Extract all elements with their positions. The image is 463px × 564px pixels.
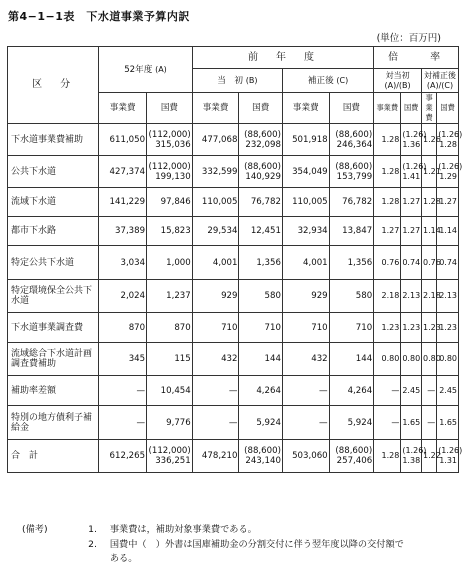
- b-national-cell: [239, 376, 282, 406]
- r2-project-cell: 1.28: [421, 188, 436, 217]
- c-national-cell: [329, 246, 374, 280]
- b-national-cell: [239, 217, 282, 246]
- r2-national-value: 0.74: [439, 257, 457, 267]
- a-project-cell: 3,034: [99, 246, 147, 280]
- header-vs-initial-frac: (A)/(B): [384, 80, 411, 90]
- note-line-1: [22, 521, 257, 535]
- b-project-cell: 29,534: [192, 217, 239, 246]
- a-national-cell: [147, 376, 193, 406]
- r1-project-cell: 0.80: [374, 343, 401, 376]
- b-national-value: 710: [264, 322, 281, 333]
- header-a-national: 国費: [147, 93, 193, 124]
- a-national-cell: [147, 406, 193, 440]
- r2-national-value: 2.13: [439, 291, 457, 300]
- r1-national-deferred: (1.26): [402, 161, 427, 171]
- header-b-project: 事業費: [192, 93, 239, 124]
- r2-project-cell: 1.22: [421, 440, 436, 473]
- row-label: 特定公共下水道: [8, 246, 99, 280]
- b-national-value: 5,924: [256, 417, 281, 428]
- r1-project-cell: 1.28: [374, 188, 401, 217]
- b-national-value: 580: [264, 291, 281, 301]
- c-project-cell: 32,934: [282, 217, 329, 246]
- r1-project-cell: 1.28: [374, 124, 401, 156]
- header-prev-year: 前 年 度: [192, 47, 373, 69]
- a-project-cell: 2,024: [99, 280, 147, 313]
- c-national-value: 4,264: [347, 385, 373, 396]
- r1-national-deferred: (1.26): [402, 129, 427, 139]
- b-project-cell: —: [192, 376, 239, 406]
- b-national-value: 232,098: [245, 139, 281, 150]
- b-project-cell: —: [192, 406, 239, 440]
- c-national-value: 257,406: [336, 456, 373, 466]
- r2-project-cell: 2.18: [421, 280, 436, 313]
- c-national-cell: [329, 376, 374, 406]
- b-national-cell: [239, 280, 282, 313]
- c-national-value: 1,356: [347, 257, 373, 268]
- r2-national-deferred: (1.26): [438, 129, 463, 139]
- a-national-value: 1,000: [166, 257, 191, 268]
- header-r2-national: 国費: [437, 93, 459, 124]
- header-vs-initial-label: 対当初: [385, 70, 410, 80]
- a-national-cell: [147, 343, 193, 376]
- r2-national-cell: [437, 406, 459, 440]
- header-ratio: 倍 率: [374, 47, 459, 69]
- a-project-cell: 612,265: [99, 440, 147, 473]
- c-national-cell: [329, 440, 374, 473]
- a-national-deferred: (112,000): [148, 129, 191, 140]
- a-project-cell: 611,050: [99, 124, 147, 156]
- b-national-value: 1,356: [256, 257, 281, 268]
- b-national-cell: [239, 406, 282, 440]
- row-label: 特別の地方債利子補給金: [8, 406, 99, 440]
- r2-national-cell: [437, 343, 459, 376]
- c-national-deferred: (88,600): [335, 446, 373, 456]
- note-number-2: 2.: [88, 539, 97, 550]
- c-national-cell: [329, 313, 374, 343]
- budget-table: [7, 46, 463, 473]
- notes-label: (備考): [22, 524, 48, 535]
- a-national-deferred: (112,000): [148, 446, 191, 456]
- note-text-2: 国費中（ ）外書は国庫補助金の分割交付に伴う翌年度以降の交付額で: [109, 539, 404, 550]
- c-national-deferred: (88,600): [335, 129, 373, 140]
- header-vs-revised: [421, 69, 458, 93]
- row-label: 流域総合下水道計画調査費補助: [8, 343, 99, 376]
- r1-project-cell: 1.28: [374, 156, 401, 188]
- r2-project-cell: 1.21: [421, 156, 436, 188]
- header-vs-revised-frac: (A)/(C): [426, 80, 454, 90]
- r1-national-cell: [401, 376, 422, 406]
- table-row: [8, 406, 459, 440]
- c-national-cell: [329, 188, 374, 217]
- a-national-value: 115: [174, 354, 191, 364]
- r1-project-cell: 1.27: [374, 217, 401, 246]
- r1-project-cell: 2.18: [374, 280, 401, 313]
- c-project-cell: —: [282, 406, 329, 440]
- b-project-cell: 432: [192, 343, 239, 376]
- c-project-cell: 503,060: [282, 440, 329, 473]
- header-revised-mark: (C): [336, 75, 349, 85]
- table-row: [8, 440, 459, 473]
- r2-national-cell: [437, 440, 463, 473]
- r2-national-cell: [437, 217, 459, 246]
- r2-national-value: 1.27: [439, 197, 457, 206]
- r1-national-deferred: (1.26): [402, 446, 427, 455]
- r1-national-cell: [401, 246, 422, 280]
- row-label: 公共下水道: [8, 156, 99, 188]
- r1-project-cell: 1.23: [374, 313, 401, 343]
- header-r2-project: 事業費: [421, 93, 436, 124]
- b-national-value: 140,929: [245, 171, 281, 182]
- row-label: 下水道事業費補助: [8, 124, 99, 156]
- b-national-cell: [239, 124, 282, 156]
- r1-national-value: 1.65: [402, 417, 421, 427]
- r1-project-cell: —: [374, 406, 401, 440]
- header-initial-label: 当 初: [217, 75, 243, 86]
- r1-national-value: 1.27: [402, 226, 421, 235]
- r1-project-cell: 0.76: [374, 246, 401, 280]
- c-project-cell: 710: [282, 313, 329, 343]
- a-national-cell: [147, 313, 193, 343]
- r2-project-cell: 0.76: [421, 246, 436, 280]
- r2-national-cell: [437, 188, 459, 217]
- header-initial: [192, 69, 282, 93]
- b-national-cell: [239, 246, 282, 280]
- r2-national-cell: [437, 156, 463, 188]
- b-national-cell: [239, 313, 282, 343]
- r1-national-value: 2.45: [402, 385, 421, 395]
- header-fy52-mark: (A): [155, 64, 167, 74]
- r2-national-value: 1.29: [439, 171, 457, 181]
- c-national-value: 710: [355, 322, 373, 333]
- b-project-cell: 110,005: [192, 188, 239, 217]
- r2-project-cell: 1.26: [421, 124, 436, 156]
- a-national-value: 315,036: [155, 139, 191, 150]
- r2-national-value: 0.80: [439, 354, 457, 363]
- c-national-value: 5,924: [347, 417, 373, 428]
- header-c-national: 国費: [329, 93, 374, 124]
- a-national-value: 870: [174, 322, 191, 333]
- a-national-value: 1,237: [166, 291, 191, 301]
- r1-project-cell: 1.28: [374, 440, 401, 473]
- r1-national-value: 0.74: [402, 257, 421, 267]
- r1-national-cell: [401, 217, 422, 246]
- b-national-deferred: (88,600): [244, 129, 281, 140]
- b-project-cell: 477,068: [192, 124, 239, 156]
- table-row: [8, 246, 459, 280]
- c-national-value: 246,364: [336, 139, 373, 150]
- c-project-cell: 110,005: [282, 188, 329, 217]
- r2-national-cell: [437, 280, 459, 313]
- r2-national-deferred: (1.26): [438, 161, 463, 171]
- b-national-value: 76,782: [250, 197, 281, 207]
- note-line-2: [22, 536, 404, 550]
- table-row: [8, 313, 459, 343]
- a-national-cell: [147, 440, 193, 473]
- a-national-value: 199,130: [155, 171, 191, 182]
- r2-national-value: 2.45: [439, 385, 457, 395]
- a-national-value: 10,454: [160, 385, 191, 396]
- budget-table-body: [8, 124, 463, 473]
- header-revised-label: 補正後: [307, 75, 334, 86]
- r1-national-cell: [401, 343, 422, 376]
- header-initial-mark: (B): [245, 75, 258, 85]
- table-row: [8, 188, 459, 217]
- b-project-cell: 4,001: [192, 246, 239, 280]
- r1-project-cell: —: [374, 376, 401, 406]
- r2-national-deferred: (1.26): [438, 446, 463, 455]
- r2-project-cell: —: [421, 376, 436, 406]
- c-project-cell: —: [282, 376, 329, 406]
- c-national-deferred: (88,600): [335, 161, 373, 172]
- a-project-cell: —: [99, 406, 147, 440]
- r2-national-cell: [437, 376, 459, 406]
- r1-national-value: 1.27: [402, 197, 421, 206]
- b-national-cell: [239, 343, 282, 376]
- r1-national-value: 2.13: [402, 291, 421, 300]
- a-national-cell: [147, 124, 193, 156]
- c-national-value: 13,847: [342, 226, 373, 236]
- c-national-cell: [329, 343, 374, 376]
- unit-label: (単位：百万円): [376, 33, 441, 44]
- table-row: [8, 217, 459, 246]
- c-national-cell: [329, 124, 374, 156]
- c-national-value: 76,782: [342, 197, 373, 207]
- r2-national-value: 1.28: [439, 139, 457, 149]
- r2-project-cell: 1.14: [421, 217, 436, 246]
- a-project-cell: —: [99, 376, 147, 406]
- r1-national-cell: [401, 440, 427, 473]
- c-project-cell: 501,918: [282, 124, 329, 156]
- r1-national-cell: [401, 406, 422, 440]
- a-national-cell: [147, 217, 193, 246]
- table-row: [8, 280, 459, 313]
- a-national-cell: [147, 246, 193, 280]
- table-row: [8, 343, 459, 376]
- c-national-cell: [329, 156, 374, 188]
- c-project-cell: 354,049: [282, 156, 329, 188]
- r1-national-value: 1.38: [402, 456, 421, 465]
- r1-national-cell: [401, 156, 427, 188]
- header-r1-national: 国費: [401, 93, 422, 124]
- r2-national-value: 1.31: [439, 456, 457, 465]
- header-revised: [282, 69, 373, 93]
- r1-national-cell: [401, 124, 427, 156]
- c-national-cell: [329, 406, 374, 440]
- b-national-deferred: (88,600): [244, 446, 281, 456]
- r2-national-value: 1.14: [439, 226, 457, 235]
- c-project-cell: 4,001: [282, 246, 329, 280]
- r2-project-cell: 0.80: [421, 343, 436, 376]
- r2-national-cell: [437, 124, 463, 156]
- note-text-3: ある。: [109, 553, 138, 564]
- a-national-cell: [147, 280, 193, 313]
- c-national-value: 580: [355, 291, 373, 301]
- r2-project-cell: 1.23: [421, 313, 436, 343]
- header-fy52: [99, 47, 192, 93]
- table-row: [8, 156, 459, 188]
- a-national-cell: [147, 188, 193, 217]
- header-category: 区 分: [8, 47, 99, 124]
- row-label: 流域下水道: [8, 188, 99, 217]
- r2-national-cell: [437, 246, 459, 280]
- b-project-cell: 332,599: [192, 156, 239, 188]
- r1-national-value: 1.41: [402, 171, 421, 181]
- a-national-value: 97,846: [160, 197, 191, 207]
- c-national-value: 153,799: [336, 171, 373, 182]
- r1-national-cell: [401, 313, 422, 343]
- table-title: 第4−1−1表 下水道事業予算内訳: [8, 10, 190, 23]
- b-national-value: 4,264: [256, 385, 281, 396]
- note-line-3: [22, 550, 137, 564]
- note-text-1: 事業費は，補助対象事業費である。: [109, 524, 257, 535]
- r1-national-value: 0.80: [402, 354, 421, 363]
- r2-national-cell: [437, 313, 459, 343]
- c-national-value: 144: [355, 354, 373, 364]
- c-national-cell: [329, 217, 374, 246]
- a-national-value: 15,823: [160, 226, 191, 236]
- a-national-value: 336,251: [155, 456, 191, 466]
- a-project-cell: 37,389: [99, 217, 147, 246]
- b-project-cell: 929: [192, 280, 239, 313]
- b-national-value: 243,140: [245, 456, 281, 466]
- row-label: 補助率差額: [8, 376, 99, 406]
- row-label: 特定環境保全公共下水道: [8, 280, 99, 313]
- r1-national-value: 1.36: [402, 139, 421, 149]
- a-national-value: 9,776: [166, 417, 191, 428]
- header-vs-initial: [374, 69, 422, 93]
- row-label: 下水道事業調査費: [8, 313, 99, 343]
- c-project-cell: 432: [282, 343, 329, 376]
- b-national-cell: [239, 156, 282, 188]
- c-project-cell: 929: [282, 280, 329, 313]
- r1-national-cell: [401, 280, 422, 313]
- r1-national-value: 1.23: [402, 322, 421, 332]
- header-vs-revised-label: 対補正後: [423, 70, 456, 80]
- b-project-cell: 478,210: [192, 440, 239, 473]
- a-national-cell: [147, 156, 193, 188]
- a-project-cell: 345: [99, 343, 147, 376]
- r2-project-cell: —: [421, 406, 436, 440]
- a-national-deferred: (112,000): [148, 161, 191, 172]
- b-national-value: 144: [264, 354, 281, 364]
- row-label: 合 計: [8, 440, 99, 473]
- a-project-cell: 141,229: [99, 188, 147, 217]
- row-label: 都市下水路: [8, 217, 99, 246]
- r2-national-value: 1.65: [439, 417, 457, 427]
- header-b-national: 国費: [239, 93, 282, 124]
- b-project-cell: 710: [192, 313, 239, 343]
- header-fy52-label: 52年度: [124, 64, 153, 75]
- a-project-cell: 427,374: [99, 156, 147, 188]
- header-r1-project: 事業費: [374, 93, 401, 124]
- header-c-project: 事業費: [282, 93, 329, 124]
- r1-national-cell: [401, 188, 422, 217]
- table-row: [8, 124, 459, 156]
- b-national-deferred: (88,600): [244, 161, 281, 172]
- a-project-cell: 870: [99, 313, 147, 343]
- note-number-1: 1.: [88, 524, 97, 535]
- b-national-cell: [239, 188, 282, 217]
- c-national-cell: [329, 280, 374, 313]
- header-a-project: 事業費: [99, 93, 147, 124]
- b-national-cell: [239, 440, 282, 473]
- b-national-value: 12,451: [250, 226, 281, 236]
- table-row: [8, 376, 459, 406]
- r2-national-value: 1.23: [439, 322, 457, 332]
